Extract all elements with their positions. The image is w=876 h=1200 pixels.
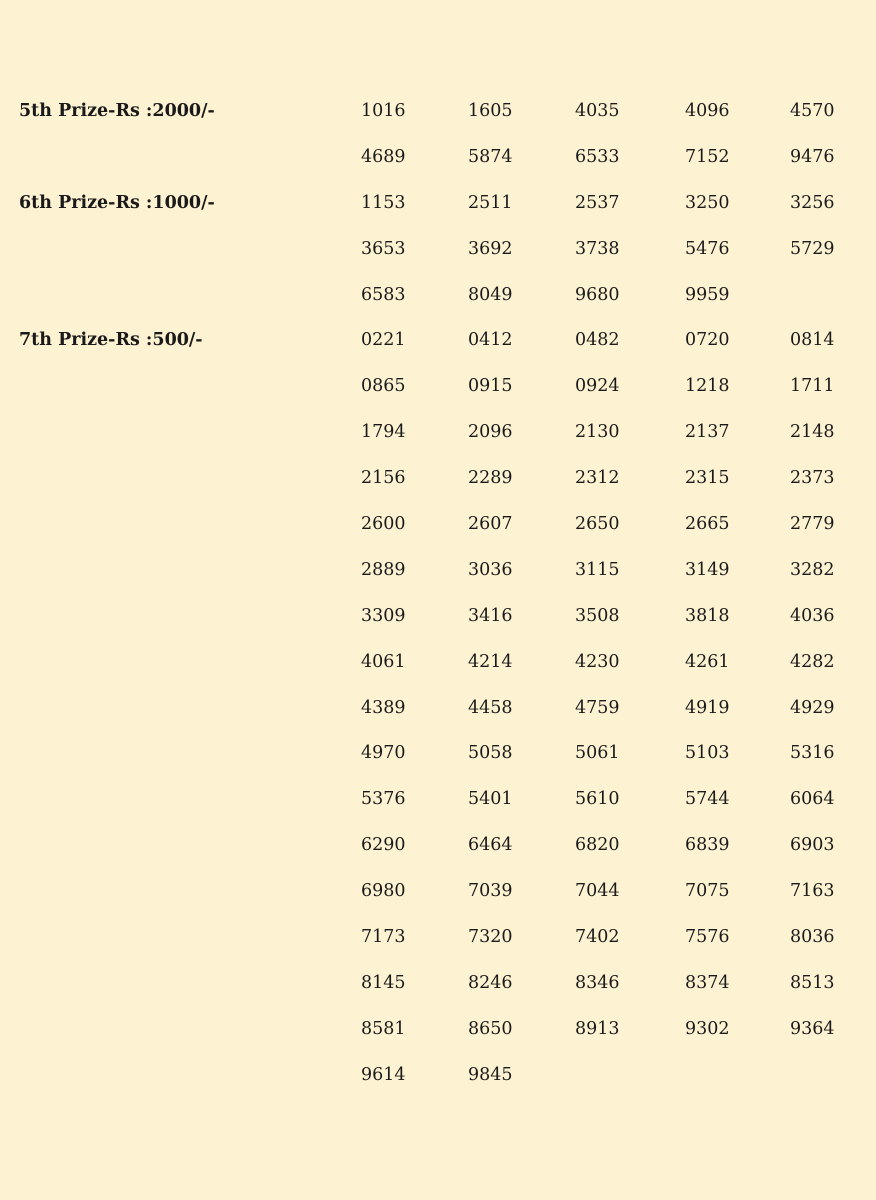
winning-number: 6533 (575, 146, 620, 167)
winning-number: 3818 (685, 605, 730, 626)
winning-number: 7576 (685, 926, 730, 947)
winning-number: 5476 (685, 238, 730, 259)
winning-number: 6464 (468, 835, 513, 856)
winning-number: 3653 (361, 238, 406, 259)
winning-number: 2650 (575, 513, 620, 534)
winning-number: 9680 (575, 284, 620, 305)
winning-number: 7402 (575, 926, 620, 947)
winning-number: 3508 (575, 605, 620, 626)
prize-section-7th (0, 317, 876, 1097)
winning-number: 3149 (685, 559, 730, 580)
winning-number: 9845 (468, 1064, 513, 1085)
winning-number: 4759 (575, 697, 620, 718)
winning-number: 8513 (790, 972, 835, 993)
winning-number: 6290 (361, 835, 406, 856)
winning-number: 2511 (468, 192, 513, 213)
winning-number: 8374 (685, 972, 730, 993)
winning-number: 4214 (468, 651, 513, 672)
winning-number: 5376 (361, 789, 406, 810)
winning-number: 5103 (685, 743, 730, 764)
winning-number: 9476 (790, 146, 835, 167)
winning-number: 2665 (685, 513, 730, 534)
winning-number: 4970 (361, 743, 406, 764)
winning-number: 5874 (468, 146, 513, 167)
winning-number: 6980 (361, 881, 406, 902)
winning-number: 5401 (468, 789, 513, 810)
winning-number: 7075 (685, 881, 730, 902)
winning-number: 4389 (361, 697, 406, 718)
winning-number: 7173 (361, 926, 406, 947)
winning-number: 2130 (575, 422, 620, 443)
winning-number: 7320 (468, 926, 513, 947)
winning-number: 6903 (790, 835, 835, 856)
winning-number: 1153 (361, 192, 406, 213)
prize-label: 6th Prize-Rs :1000/- (19, 192, 215, 213)
winning-number: 3250 (685, 192, 730, 213)
winning-number: 4035 (575, 100, 620, 121)
numbers-grid (344, 180, 853, 318)
winning-number: 8145 (361, 972, 406, 993)
winning-number: 1016 (361, 100, 406, 121)
winning-number: 3692 (468, 238, 513, 259)
winning-number: 7163 (790, 881, 835, 902)
winning-number: 3036 (468, 559, 513, 580)
winning-number: 3256 (790, 192, 835, 213)
numbers-grid (344, 317, 853, 1097)
winning-number: 9959 (685, 284, 730, 305)
winning-number: 2289 (468, 468, 513, 489)
winning-number: 4929 (790, 697, 835, 718)
winning-number: 5058 (468, 743, 513, 764)
winning-number: 0865 (361, 376, 406, 397)
winning-number: 8246 (468, 972, 513, 993)
prize-label: 7th Prize-Rs :500/- (19, 330, 203, 351)
winning-number: 7044 (575, 881, 620, 902)
winning-number: 2889 (361, 559, 406, 580)
winning-number: 4570 (790, 100, 835, 121)
winning-number: 0482 (575, 330, 620, 351)
winning-number: 3282 (790, 559, 835, 580)
winning-number: 4919 (685, 697, 730, 718)
winning-number: 5316 (790, 743, 835, 764)
winning-number: 2315 (685, 468, 730, 489)
numbers-grid (344, 88, 853, 180)
prize-results-page (0, 88, 876, 1098)
winning-number: 8036 (790, 926, 835, 947)
winning-number: 8650 (468, 1018, 513, 1039)
winning-number: 8581 (361, 1018, 406, 1039)
prize-section-6th (0, 180, 876, 318)
winning-number: 1794 (361, 422, 406, 443)
winning-number: 1605 (468, 100, 513, 121)
winning-number: 8913 (575, 1018, 620, 1039)
winning-number: 4096 (685, 100, 730, 121)
winning-number: 4261 (685, 651, 730, 672)
winning-number: 5061 (575, 743, 620, 764)
winning-number: 1218 (685, 376, 730, 397)
winning-number: 4458 (468, 697, 513, 718)
winning-number: 6064 (790, 789, 835, 810)
winning-number: 0924 (575, 376, 620, 397)
winning-number: 2607 (468, 513, 513, 534)
winning-number: 2600 (361, 513, 406, 534)
winning-number: 0814 (790, 330, 835, 351)
winning-number: 9364 (790, 1018, 835, 1039)
winning-number: 3416 (468, 605, 513, 626)
winning-number: 4036 (790, 605, 835, 626)
winning-number: 2537 (575, 192, 620, 213)
winning-number: 2137 (685, 422, 730, 443)
winning-number: 2312 (575, 468, 620, 489)
winning-number: 4061 (361, 651, 406, 672)
winning-number: 2096 (468, 422, 513, 443)
winning-number: 9614 (361, 1064, 406, 1085)
winning-number: 8346 (575, 972, 620, 993)
winning-number: 2373 (790, 468, 835, 489)
winning-number: 0221 (361, 330, 406, 351)
prize-label: 5th Prize-Rs :2000/- (19, 101, 215, 121)
winning-number: 5729 (790, 238, 835, 259)
winning-number: 0915 (468, 376, 513, 397)
winning-number: 3738 (575, 238, 620, 259)
winning-number: 6839 (685, 835, 730, 856)
winning-number: 0412 (468, 330, 513, 351)
winning-number: 2779 (790, 513, 835, 534)
winning-number: 7039 (468, 881, 513, 902)
winning-number: 5610 (575, 789, 620, 810)
winning-number: 7152 (685, 146, 730, 167)
winning-number: 3115 (575, 559, 620, 580)
winning-number: 9302 (685, 1018, 730, 1039)
winning-number: 4282 (790, 651, 835, 672)
winning-number: 2156 (361, 468, 406, 489)
winning-number: 2148 (790, 422, 835, 443)
winning-number: 4689 (361, 146, 406, 167)
winning-number: 0720 (685, 330, 730, 351)
winning-number: 5744 (685, 789, 730, 810)
winning-number: 8049 (468, 284, 513, 305)
winning-number: 4230 (575, 651, 620, 672)
winning-number: 1711 (790, 376, 835, 397)
winning-number: 6820 (575, 835, 620, 856)
prize-section-5th (0, 88, 876, 180)
winning-number: 6583 (361, 284, 406, 305)
winning-number: 3309 (361, 605, 406, 626)
